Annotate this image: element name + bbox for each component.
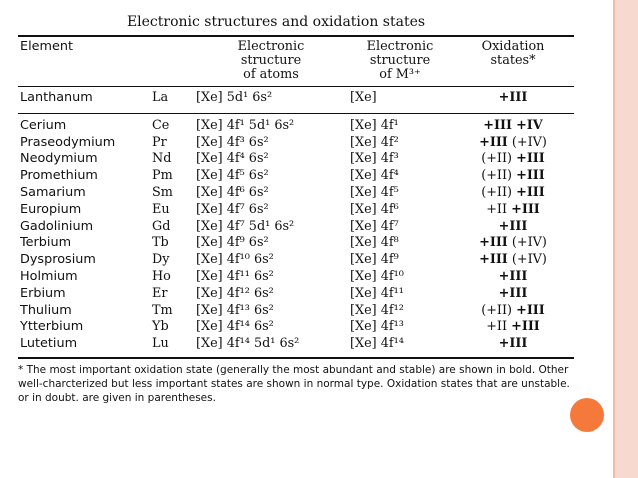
header-element: Element [20,39,73,54]
header-structure-atoms: Electronic structure of atoms [237,39,305,82]
table-row: Praseodymium Pr [Xe] 4f³ 6s² [Xe] 4f² +III (+IV) [20,134,547,150]
table-row: Lutetium Lu [Xe] 4f¹⁴ 5d¹ 6s² [Xe] 4f¹⁴ +III [20,336,528,352]
table-row: Neodymium Nd [Xe] 4f⁴ 6s² [Xe] 4f³ (+II) +III [20,151,545,167]
table-row: Samarium Sm [Xe] 4f⁶ 6s² [Xe] 4f⁵ (+II) +III [20,184,545,200]
table-row: Cerium Ce [Xe] 4f¹ 5d¹ 6s² [Xe] 4f¹ +III +IV [20,117,543,133]
table-row: Europium Eu [Xe] 4f⁷ 6s² [Xe] 4f⁶ +II +III [20,201,540,217]
table-row: Terbium Tb [Xe] 4f⁹ 6s² [Xe] 4f⁸ +III (+IV) [20,235,547,251]
table-row: Gadolinium Gd [Xe] 4f⁷ 5d¹ 6s² [Xe] 4f⁷ +III [20,218,528,234]
orange-circle-decoration [570,398,604,432]
table-row: Dysprosium Dy [Xe] 4f¹⁰ 6s² [Xe] 4f⁹ +III (+IV) [20,252,547,268]
slide-content [18,14,574,405]
table-row: Thulium Tm [Xe] 4f¹³ 6s² [Xe] 4f¹² (+II) +III [20,302,545,318]
bottom-rule [18,357,574,359]
table-row: Erbium Er [Xe] 4f¹² 6s² [Xe] 4f¹¹ +III [20,285,528,301]
table-row: Promethium Pm [Xe] 4f⁵ 6s² [Xe] 4f⁴ (+II) +III [20,168,545,184]
lanthanide-table [18,37,574,86]
table-row: Holmium Ho [Xe] 4f¹¹ 6s² [Xe] 4f¹⁰ +III [20,268,528,284]
lanthanide-rows-table [18,118,574,353]
lanthanum-table [18,87,574,113]
side-decoration-line [613,0,615,478]
table-row: Ytterbium Yb [Xe] 4f¹⁴ 6s² [Xe] 4f¹³ +II +III [20,319,540,335]
table-title: Electronic structures and oxidation states [126,14,426,30]
side-decoration-band [614,0,638,478]
lanthanum-rule [18,113,574,114]
header-structure-ion: Electronic structure of M³⁺ [366,39,434,82]
table-row: Lanthanum La [Xe] 5d¹ 6s² [Xe] +III [20,90,528,105]
footnote: * The most important oxidation state (generally the most abundant and stable) are shown in bold. Other well-charcterized but less important states are shown in normal type. Oxidation states that are unstable. or in doubt. are given in parentheses. [18,363,570,404]
header-oxidation: Oxidation states* [481,39,545,68]
header-row [18,37,574,86]
